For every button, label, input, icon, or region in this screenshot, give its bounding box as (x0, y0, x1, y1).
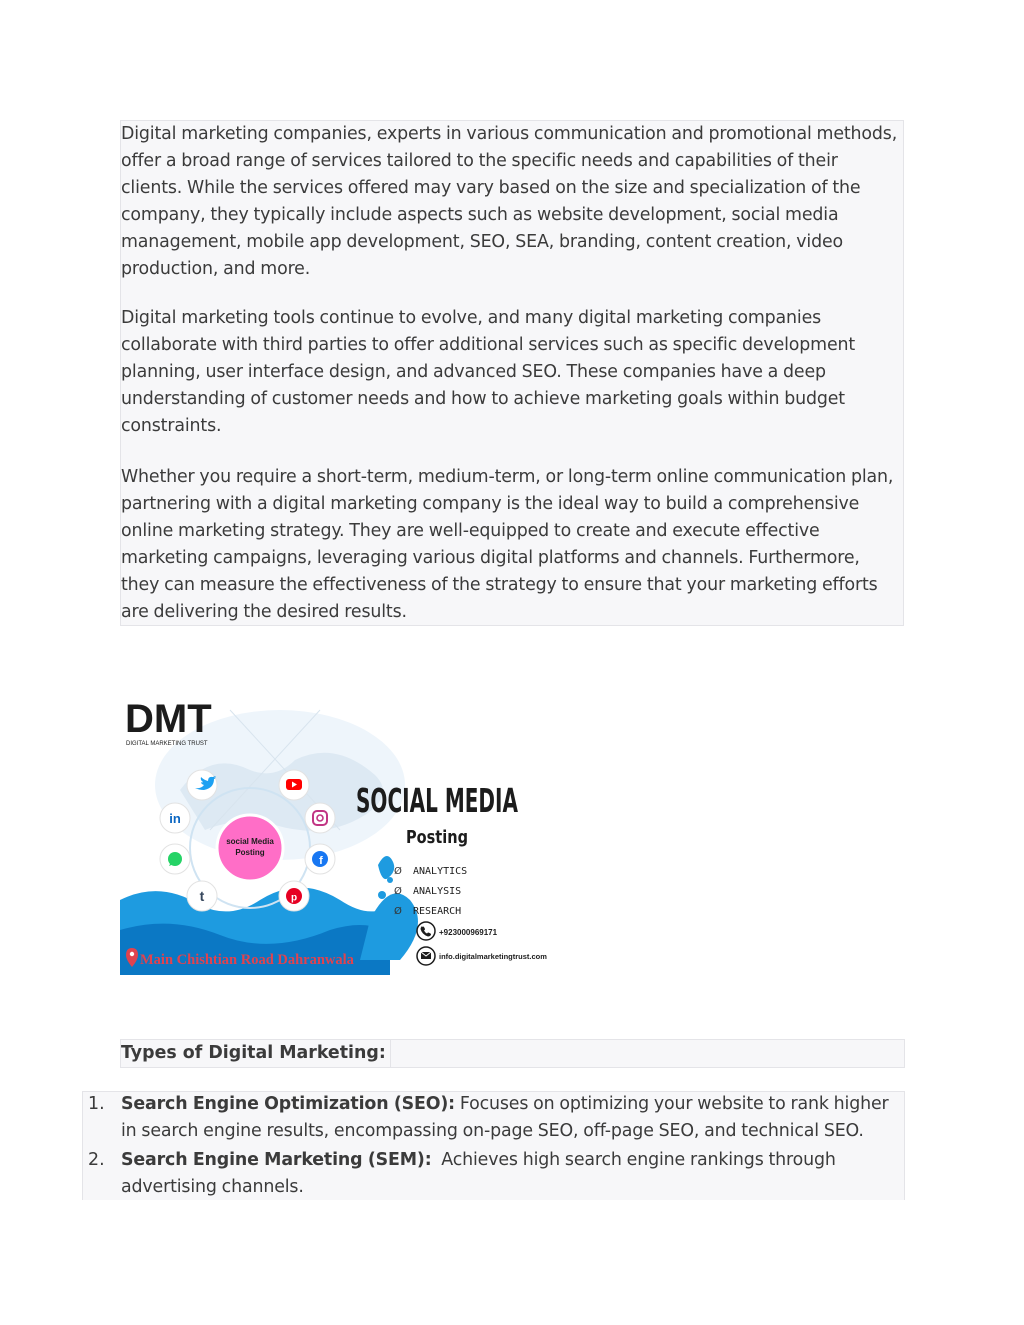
youtube-icon (279, 770, 309, 800)
list-term: Search Engine Optimization (SEO): (121, 1094, 455, 1114)
dmt-logo (125, 697, 212, 747)
whatsapp-icon (160, 844, 190, 874)
svg-text:t: t (199, 888, 205, 904)
paragraph-tools: Digital marketing tools continue to evolve, and many digital marketing companies collaborate with third parties to offer additional services such as specific development planning, user interface design, and advanced SEO. These companies have a deep understanding of customer needs and how to achieve marketing goals within budget constraints. (121, 308, 856, 436)
svg-text:Ø: Ø (394, 866, 402, 877)
list-description: Achieves high search engine rankings through advertising channels. (121, 1150, 836, 1197)
list-number: 2. (88, 1150, 105, 1170)
svg-text:in: in (169, 811, 181, 826)
logo-text: DMT (125, 697, 212, 741)
list-number: 1. (88, 1094, 105, 1114)
paragraph-strategy: Whether you require a short-term, medium-term, or long-term online communication plan, partnering with a digital marketing company is the ideal way to build a comprehensive online marketing strategy. They are well-equipped to create and execute effective marketing campaigns, leveraging various digital platforms and channels. Furthermore, they can measure the effectiveness of the strategy to ensure that your marketing efforts are delivering the desired results. (121, 467, 894, 622)
facebook-icon (305, 844, 335, 874)
svg-text:social Media: social Media (226, 837, 274, 846)
email-address: info.digitalmarketingtrust.com (439, 952, 547, 961)
check-item: ANALYTICS (413, 866, 468, 877)
banner-subtitle: Posting (406, 827, 468, 848)
tumblr-icon (187, 881, 217, 911)
pinterest-icon (279, 881, 309, 911)
banner-title: SOCIAL MEDIA (356, 782, 519, 821)
email-contact (417, 947, 547, 965)
phone-icon (417, 922, 435, 940)
svg-text:Posting: Posting (235, 848, 265, 857)
svg-text:p: p (290, 892, 298, 904)
instagram-icon (305, 803, 335, 833)
linkedin-icon (160, 803, 190, 833)
phone-contact (417, 922, 498, 940)
logo-subtitle: DIGITAL MARKETING TRUST (126, 741, 208, 747)
social-media-banner (120, 690, 557, 975)
twitter-icon (187, 770, 217, 800)
address-text: Main Chishtian Road Dahranwala (140, 952, 354, 968)
svg-text:f: f (319, 855, 323, 867)
list-term: Search Engine Marketing (SEM): (121, 1150, 432, 1170)
paragraph-services: Digital marketing companies, experts in various communication and promotional methods, offer a broad range of services tailored to the specific needs and capabilities of their clients. While the services offered may vary based on the size and specialization of the company, they typically include aspects such as website development, social media management, mobile app development, SEO, SEA, branding, content creation, video production, and more. (121, 124, 898, 279)
check-item: RESEARCH (413, 906, 462, 917)
svg-text:Ø: Ø (394, 906, 402, 917)
check-item: ANALYSIS (413, 886, 462, 897)
phone-number: +923000969171 (439, 928, 498, 937)
svg-text:Ø: Ø (394, 886, 402, 897)
section-heading: Types of Digital Marketing: (121, 1040, 391, 1067)
list-description: Focuses on optimizing your website to rank higher in search engine results, encompassing on-page SEO, off-page SEO, and technical SEO. (121, 1094, 889, 1141)
